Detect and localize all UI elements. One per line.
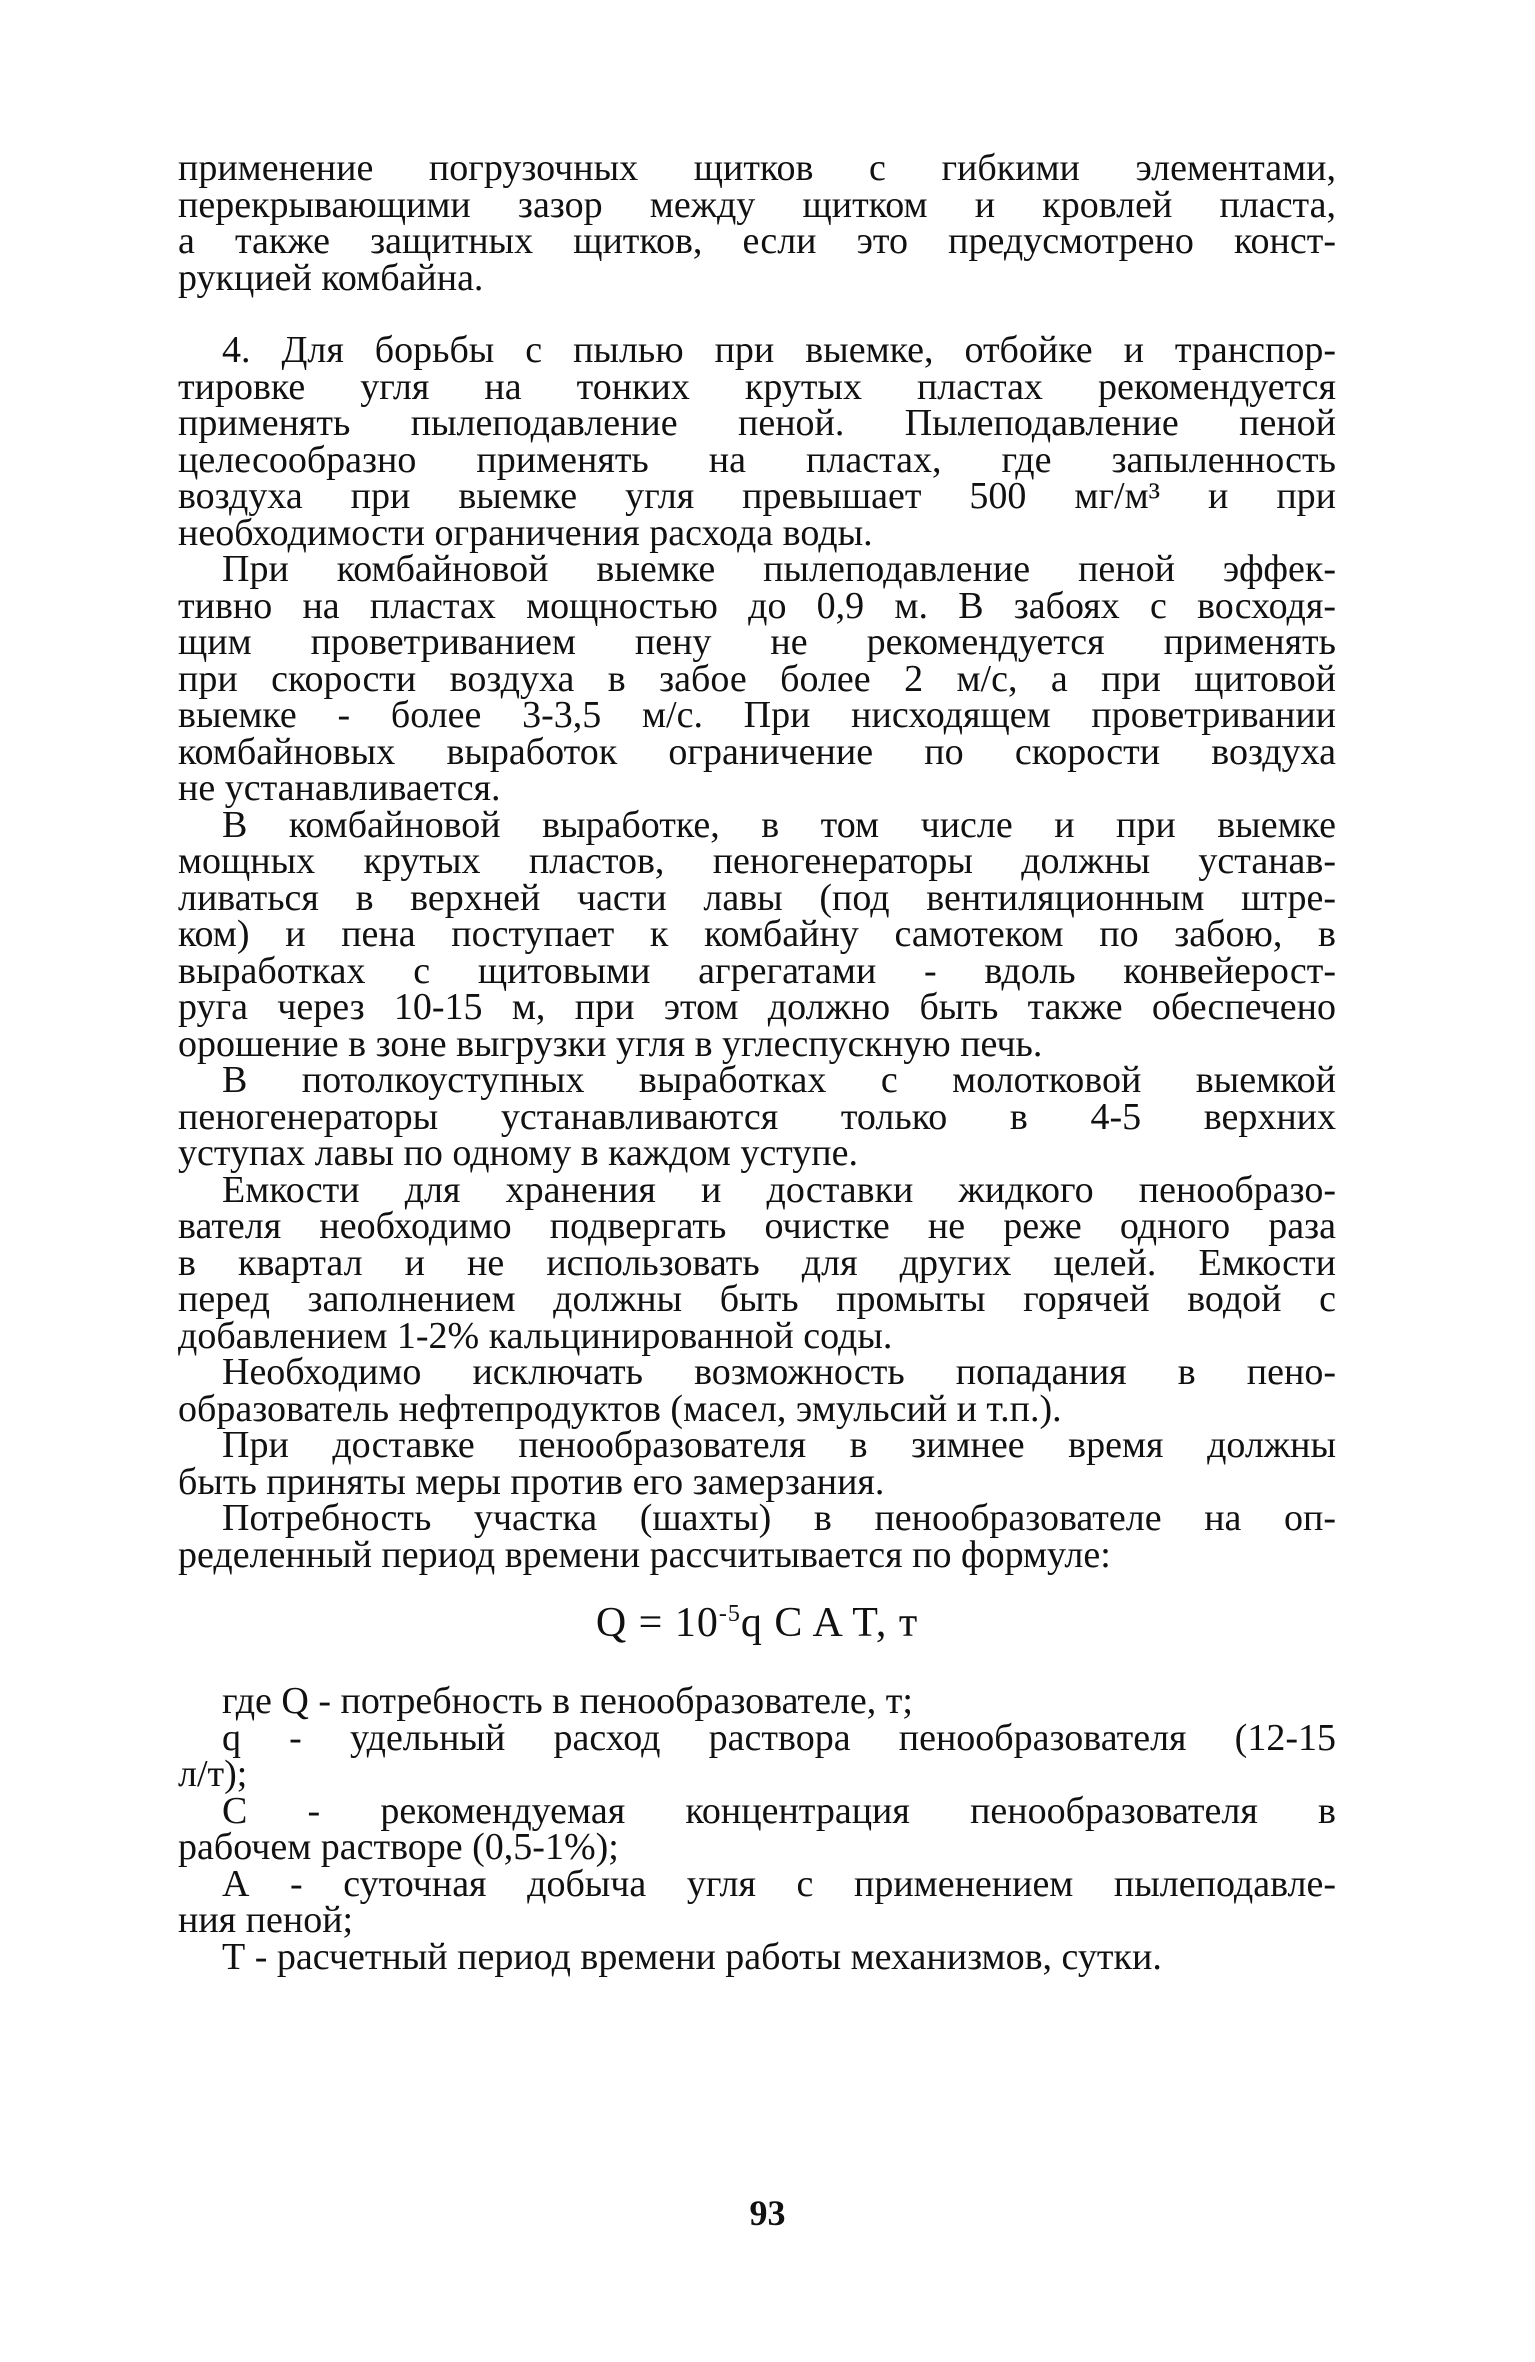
text-line: Емкости для хранения и доставки жидкого пенообразо- — [222, 1168, 1336, 1211]
text-line: Т - расчетный период времени работы механизмов, сутки. — [222, 1935, 1162, 1978]
text-line: выемке - более 3-3,5 м/с. При нисходящем проветривании — [178, 694, 1336, 736]
formula — [178, 1601, 1336, 1645]
text-line: применение погрузочных щитков с гибкими элементами, — [178, 147, 1336, 189]
text-line: Потребность участка (шахты) в пенообразователе на оп- — [222, 1497, 1336, 1539]
text-line: В комбайновой выработке, в том числе и при выемке — [222, 803, 1336, 846]
text-line: А - суточная добыча угля с применением пылеподавле- — [222, 1862, 1336, 1905]
text-line: применять пылеподавление пеной. Пылеподавление пеной — [178, 402, 1336, 444]
paragraph — [178, 1680, 1336, 1722]
text-line: При доставке пенообразователя в зимнее время должны — [222, 1424, 1336, 1466]
paragraph — [178, 1351, 1336, 1430]
body-text — [178, 147, 1336, 1576]
formula-left: Q = 10 — [595, 1600, 719, 1646]
text-line: перед заполнением должны быть промыты горячей водой с — [178, 1278, 1336, 1320]
text-line: q - удельный расход раствора пенообразователя (12-15 — [222, 1716, 1336, 1759]
text-line: орошение в зоне выгрузки угля в углеспускную печь. — [178, 1022, 1043, 1065]
paragraph — [178, 1935, 1336, 1978]
text-line: необходимости ограничения расхода воды. — [178, 511, 873, 554]
text-line: ком) и пена поступает к комбайну самотеком по забою, в — [178, 913, 1336, 955]
text-line: тивно на пластах мощностью до 0,9 м. В забоях с восходя- — [178, 584, 1336, 627]
page-number: 93 — [749, 2193, 786, 2233]
text-line: где Q - потребность в пенообразователе, т; — [222, 1680, 913, 1722]
formula-right: q C A T, т — [740, 1600, 919, 1646]
formula-exponent: -5 — [718, 1601, 741, 1627]
text-line: 4. Для борьбы с пылью при выемке, отбойке и транспор- — [222, 329, 1336, 371]
page-content — [178, 147, 1336, 1978]
text-line: ния пеной; — [178, 1899, 354, 1941]
text-line: а также защитных щитков, если это предусмотрено конст- — [178, 220, 1336, 262]
paragraph — [178, 1716, 1336, 1795]
text-line: ливаться в верхней части лавы (под вентиляционным штре- — [178, 876, 1336, 919]
text-line: пеногенераторы устанавливаются только в 4-5 верхних — [178, 1095, 1336, 1138]
text-line: л/т); — [178, 1753, 248, 1795]
paragraph — [178, 1497, 1336, 1576]
text-line: воздуха при выемке угля превышает 500 мг/м³ и при — [178, 475, 1336, 517]
text-line: рукцией комбайна. — [178, 256, 484, 299]
paragraph — [178, 1862, 1336, 1941]
text-line: При комбайновой выемке пылеподавление пеной эффек- — [222, 548, 1336, 590]
text-line: целесообразно применять на пластах, где запыленность — [178, 438, 1336, 481]
paragraph — [178, 1424, 1336, 1503]
text-line: в квартал и не использовать для других целей. Емкости — [178, 1241, 1336, 1284]
formula-legend — [178, 1680, 1336, 1978]
text-line: Необходимо исключать возможность попадания в пено- — [222, 1351, 1336, 1393]
text-line: вателя необходимо подвергать очистке не реже одного раза — [178, 1205, 1336, 1247]
text-line: щим проветриванием пену не рекомендуется применять — [178, 621, 1336, 663]
text-line: выработках с щитовыми агрегатами - вдоль конвейерост- — [178, 949, 1336, 992]
text-line: уступах лавы по одному в каждом уступе. — [178, 1132, 858, 1174]
paragraph — [178, 803, 1336, 1065]
text-line: перекрывающими зазор между щитком и кровлей пласта, — [178, 183, 1336, 226]
text-line: образователь нефтепродуктов (масел, эмульсий и т.п.). — [178, 1387, 1062, 1430]
text-line: мощных крутых пластов, пеногенераторы должны устанав- — [178, 840, 1336, 882]
text-line: руга через 10-15 м, при этом должно быть также обеспечено — [178, 986, 1336, 1028]
text-line: рабочем растворе (0,5-1%); — [178, 1826, 619, 1868]
text-line: быть приняты меры против его замерзания. — [178, 1460, 885, 1503]
text-line: добавлением 1-2% кальцинированной соды. — [178, 1314, 893, 1357]
paragraph — [178, 329, 1336, 554]
text-line: В потолкоуступных выработках с молотковой выемкой — [222, 1059, 1336, 1101]
paragraph — [178, 548, 1336, 809]
text-line: комбайновых выработок ограничение по скорости воздуха — [178, 730, 1336, 773]
paragraph — [178, 1168, 1336, 1357]
paragraph — [178, 1059, 1336, 1174]
paragraph — [178, 1789, 1336, 1868]
text-line: не устанавливается. — [178, 767, 501, 809]
text-line: С - рекомендуемая концентрация пенообразователя в — [222, 1789, 1336, 1832]
paragraph — [178, 147, 1336, 299]
text-line: при скорости воздуха в забое более 2 м/с, а при щитовой — [178, 657, 1336, 700]
text-line: тировке угля на тонких крутых пластах рекомендуется — [178, 365, 1336, 408]
text-line: ределенный период времени рассчитывается по формуле: — [178, 1533, 1111, 1576]
